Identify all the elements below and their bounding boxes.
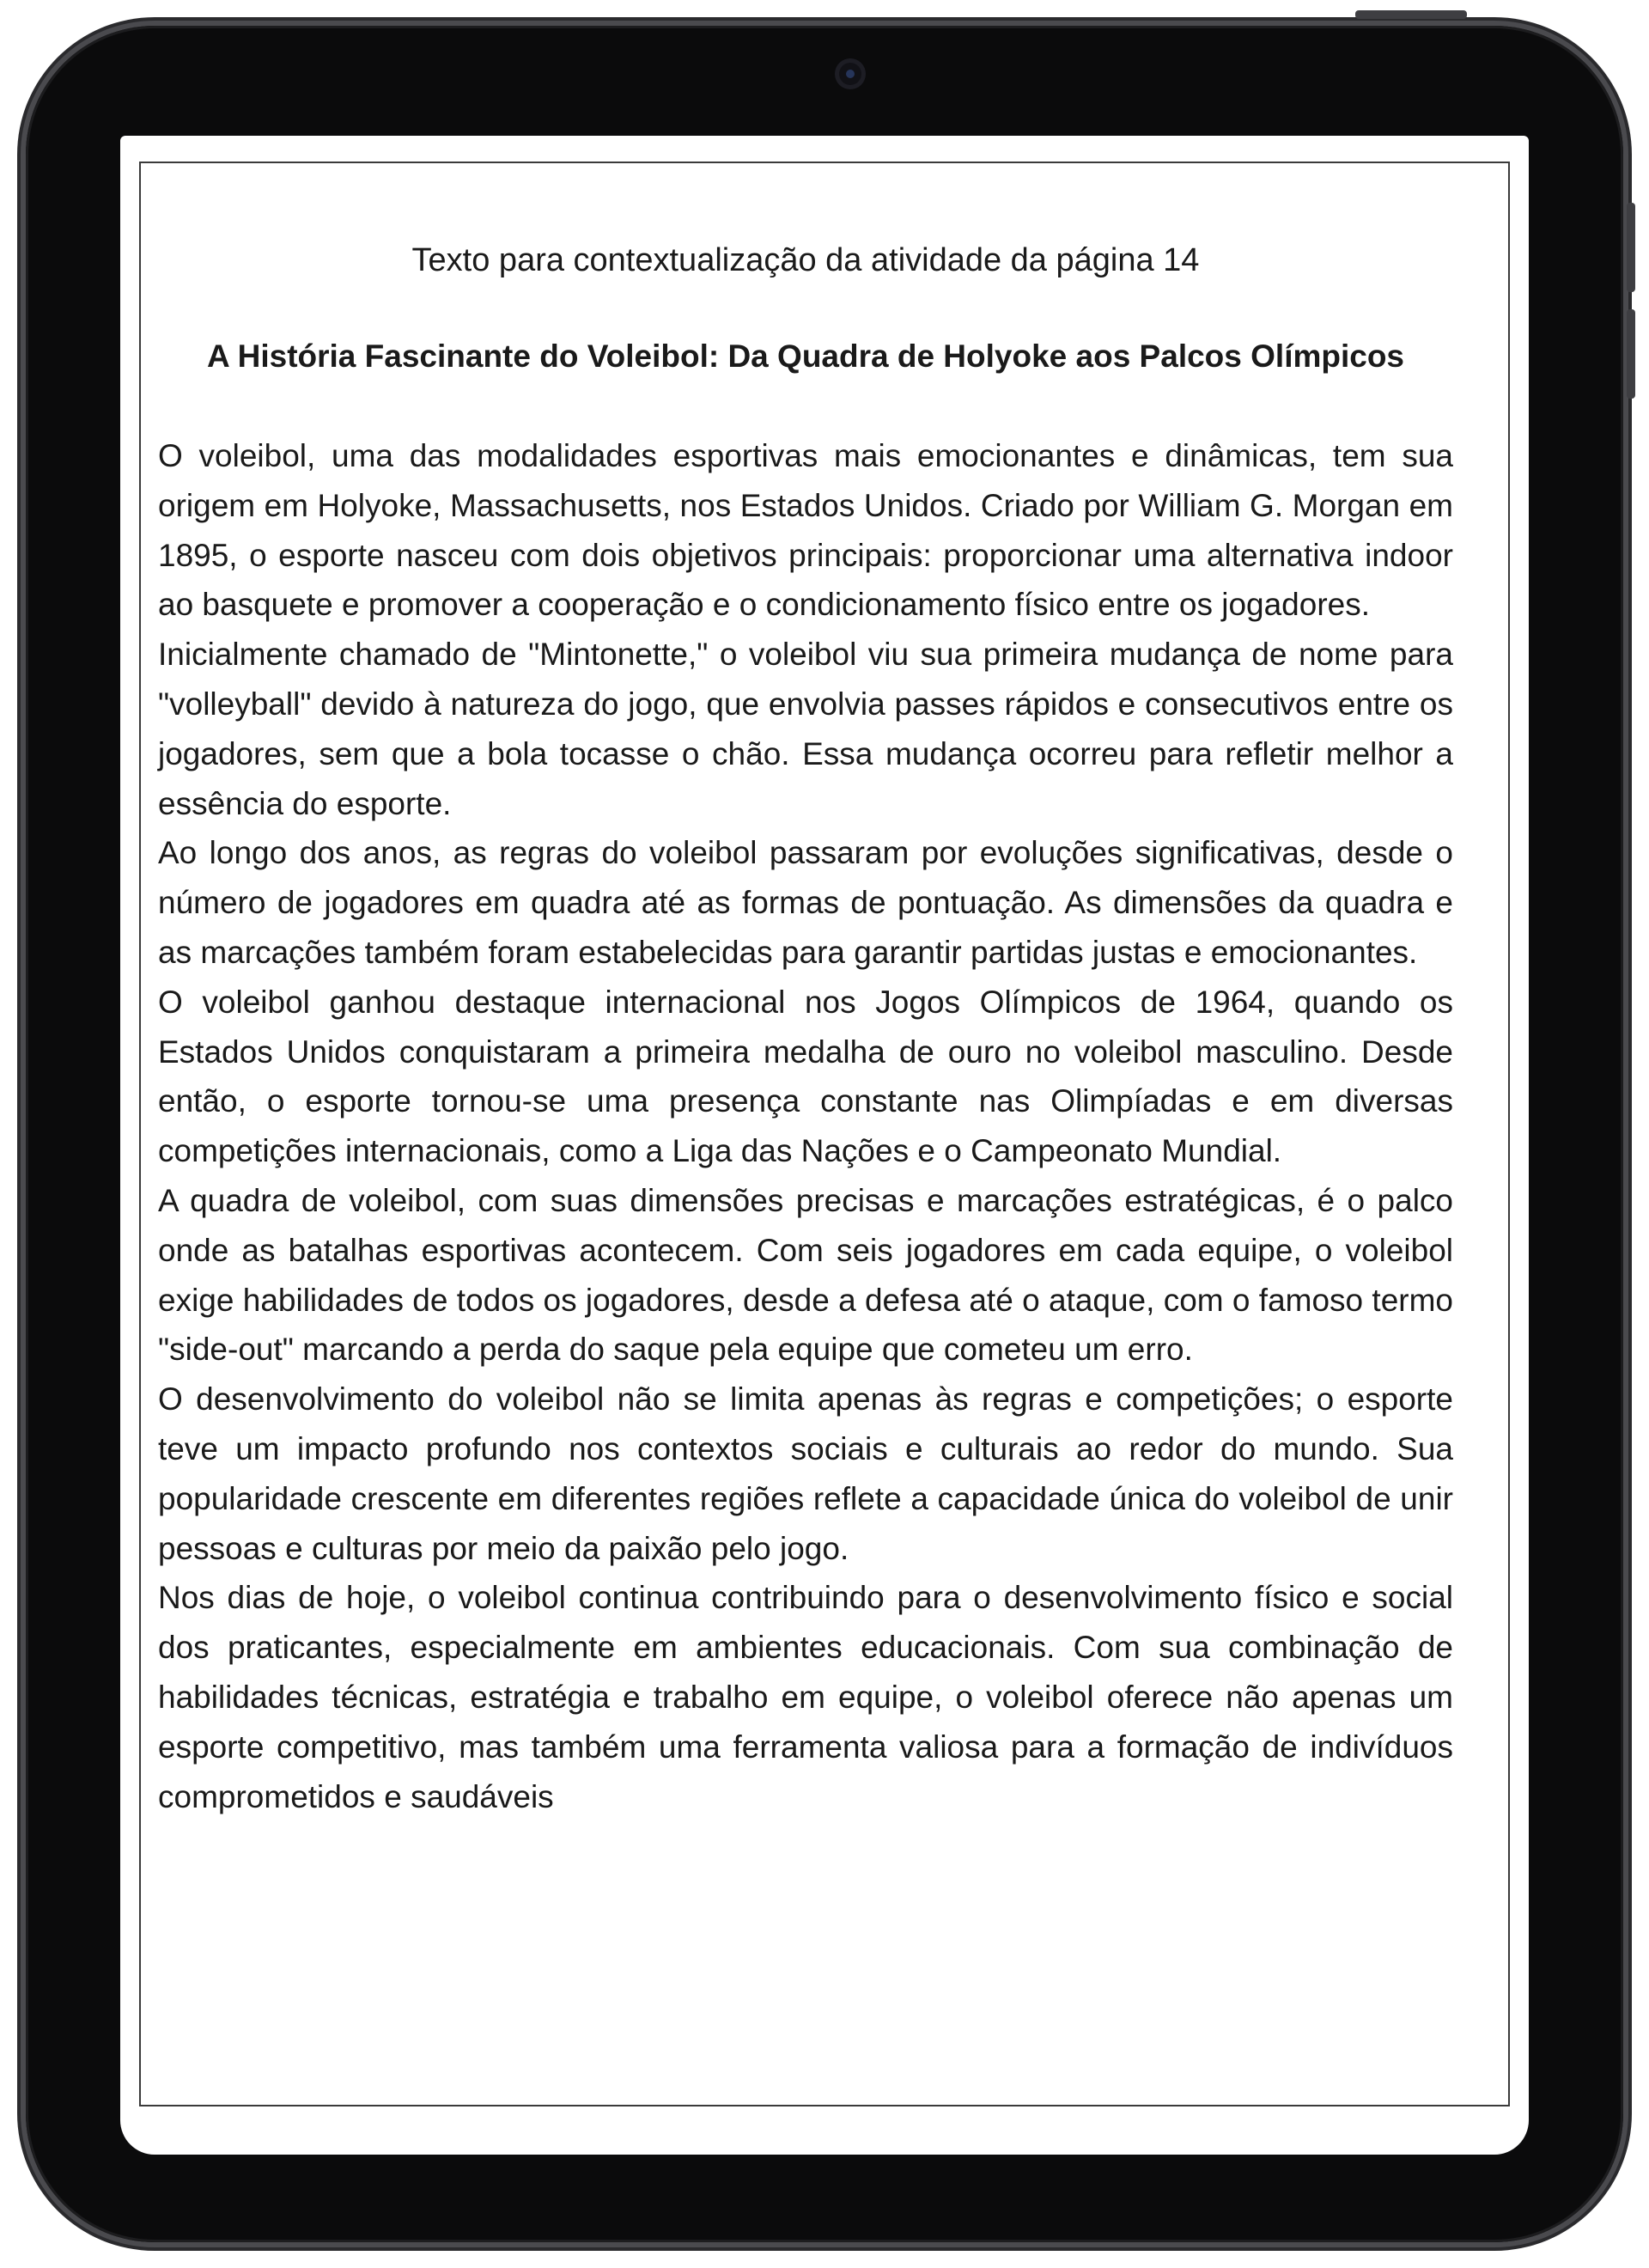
paragraph-name-change: Inicialmente chamado de "Mintonette," o voleibol viu sua primeira mudança de nome para "volleyball" devido à natureza do jogo, que envolvia passes rápidos e consecutivos entre os jogadores, sem que a bola tocasse o chão. Essa mudança ocorreu para refletir melhor a essência do esporte. [158,637,1453,821]
document-content [158,239,1453,1821]
paragraph-court: A quadra de voleibol, com suas dimensões precisas e marcações estratégicas, é o palco onde as batalhas esportivas acontecem. Com seis jogadores em cada equipe, o voleibol exige habilidades de todos os jogadores, desde a defesa até o ataque, com o famoso termo "side-out" marcando a perda do saque pela equipe que cometeu um erro. [158,1182,1453,1368]
paragraph-rules-evolution: Ao longo dos anos, as regras do voleibol passaram por evoluções significativas, desde o número de jogadores em quadra até as formas de pontuação. As dimensões da quadra e as marcações também foram estabelecidas para garantir partidas justas e emocionantes. [158,835,1453,970]
paragraph-origin: O voleibol, uma das modalidades esportivas mais emocionantes e dinâmicas, tem sua origem em Holyoke, Massachusetts, nos Estados Unidos. Criado por William G. Morgan em 1895, o esporte nasceu com dois objetivos principais: proporcionar uma alternativa indoor ao basquete e promover a cooperação e o condicionamento físico entre os jogadores. [158,438,1453,623]
paragraph-social-impact: O desenvolvimento do voleibol não se limita apenas às regras e competições; o esporte teve um impacto profundo nos contextos sociais e culturais ao redor do mundo. Sua popularidade crescente em diferentes regiões reflete a capacidade única do voleibol de unir pessoas e culturas por meio da paixão pelo jogo. [158,1381,1453,1566]
tablet-device [26,26,1623,2242]
tablet-screen[interactable] [120,136,1529,2155]
volume-up-button [1627,203,1635,292]
volume-down-button [1627,309,1635,399]
context-line: Texto para contextualização da atividade da página 14 [411,242,1200,278]
front-camera-icon [835,58,866,89]
document-title: A História Fascinante do Voleibol: Da Quadra de Holyoke aos Palcos Olímpicos [206,338,1405,374]
top-power-button [1355,10,1467,19]
paragraph-olympics: O voleibol ganhou destaque internacional nos Jogos Olímpicos de 1964, quando os Estados Unidos conquistaram a primeira medalha de ouro no voleibol masculino. Desde então, o esporte tornou-se uma presença constante nas Olimpíadas e em diversas competições internacionais, como a Liga das Nações e o Campeonato Mundial. [158,984,1453,1169]
paragraph-today: Nos dias de hoje, o voleibol continua contribuindo para o desenvolvimento físico e social dos praticantes, especialmente em ambientes educacionais. Com sua combinação de habilidades técnicas, estratégia e trabalho em equipe, o voleibol oferece não apenas um esporte competitivo, mas também uma ferramenta valiosa para a formação de indivíduos comprometidos e saudáveis [158,1580,1453,1814]
